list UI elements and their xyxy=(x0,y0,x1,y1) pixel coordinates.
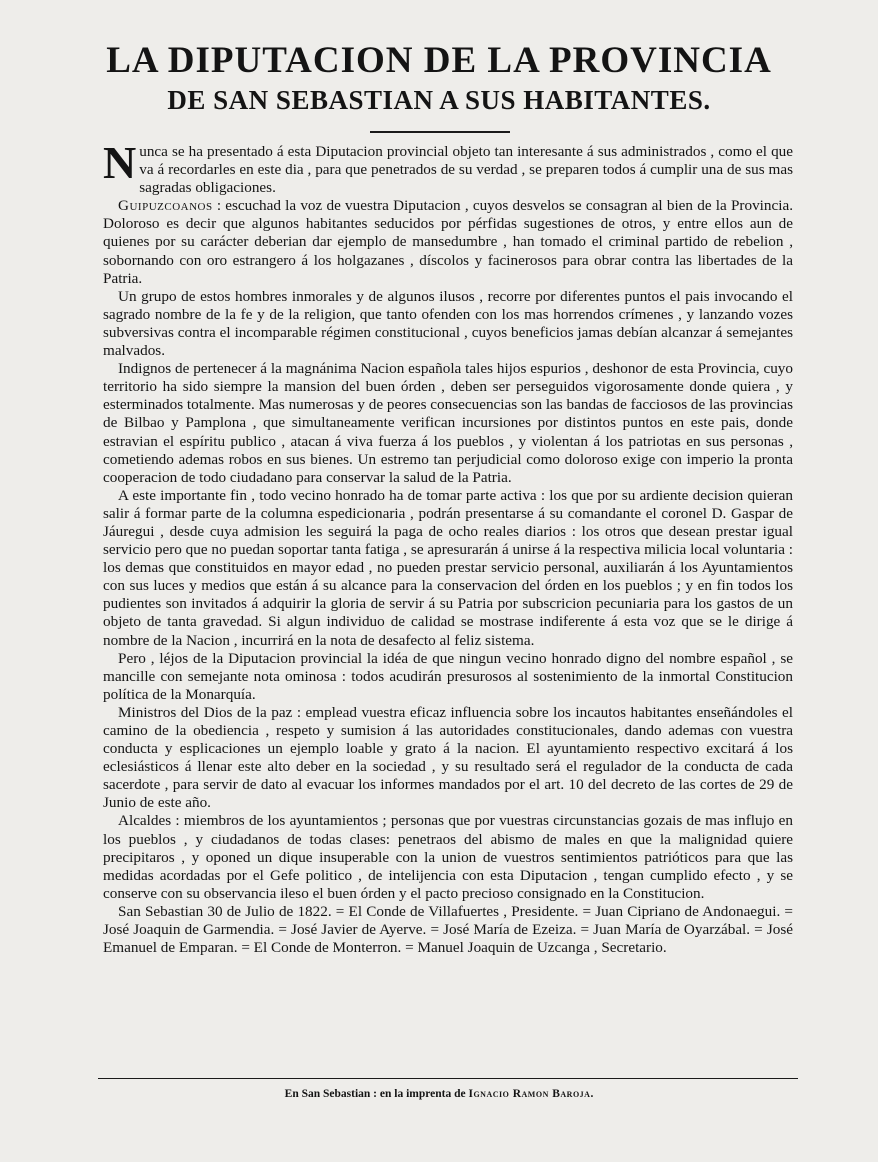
paragraph-1 xyxy=(103,137,793,197)
printer-imprint xyxy=(0,1088,878,1100)
paragraph-1-text: unca se ha presentado á esta Diputacion provincial objeto tan interesante á sus administrados , como el que va á recordarles en este dia , para que penetrados de su verdad , se preparen todos á cumplir una de sus mas sagradas obligaciones. xyxy=(139,143,793,197)
paragraph-8: Alcaldes : miembros de los ayuntamientos ; personas que por vuestras circunstancias gozais de mas influjo en los pueblos , y ciudadanos de todas clases: penetraos del abismo de males en que la malignidad quiere precipitaros , y oponed un dique insuperable con la union de vuestros sentimientos patrióticos para que las medidas acordadas por el Gefe politico , de intelijencia con esta Diputacion , tengan cumplido efecto , y se conserve con su observancia ileso el buen órden y el pacto precioso consignado en la Constitucion. xyxy=(103,812,793,902)
title-line-2: DE SAN SEBASTIAN A SUS HABITANTES. xyxy=(167,85,711,115)
paragraph-2-lead: Guipuzcoanos xyxy=(118,197,213,215)
paragraph-2-text: : escuchad la voz de vuestra Diputacion , cuyos desvelos se consagran al bien de la Provincia. Doloroso es decir que algunos habitantes seducidos por pérfidas sugestiones de otros, y entre ellos aun de quienes por su carácter deberian dar ejemplo de mansedumbre , han tomado el criminal partido de rebelion , sobornando con oro estrangero á los holgazanes , díscolos y facinerosos para obrar contra las libertades de la Patria. xyxy=(103,197,793,287)
proclamation-body xyxy=(103,137,793,957)
drop-cap: N xyxy=(103,137,137,188)
paragraph-5: A este importante fin , todo vecino honrado ha de tomar parte activa : los que por su ardiente decision quieran salir á formar parte de la columna espedicionaria , podrán presentarse á su comandante el coronel D. Gaspar de Jáuregui , desde cuya admision les seguirá la paga de ocho reales diarios : los otros que desean prestar igual servicio pero que no puedan soportar tanta fatiga , se apresurarán á unirse á la respectiva milicia local voluntaria : los demas que constituidos en mayor edad , no pueden prestar servicio personal, auxiliarán á los Ayuntamientos con sus luces y medios que están á su alcance para la conservacion del órden en los pueblos ; y en fin todos los pudientes son invitados á adquirir la gloria de servir á su Patria por subscricion pecuniaria para los gastos de un objeto de tanta gravedad. Si algun individuo de calidad se mostrase indiferente á esta voz que se le dirige á nombre de la Nacion , incurrirá en la nota de desafecto al feliz sistema. xyxy=(103,486,793,649)
title-divider xyxy=(370,131,510,133)
paragraph-7: Ministros del Dios de la paz : emplead vuestra eficaz influencia sobre los incautos habitantes enseñándoles el camino de la obediencia , respeto y sumision á las autoridades constitucionales, dando ademas con vuestra conducta y esplicaciones un ejemplo loable y grato á la nacion. El ayuntamiento respectivo excitará á los eclesiásticos á llenar este alto deber en la sociedad , y su resultado será el regulador de la conducta de cada sacerdote , para servir de dato al evacuar los informes mandados por el art. 10 del decreto de las cortes de 29 de Junio de este año. xyxy=(103,703,793,812)
footer-divider xyxy=(98,1078,798,1079)
paragraph-2 xyxy=(103,197,793,287)
paragraph-6: Pero , léjos de la Diputacion provincial la idéa de que ningun vecino honrado digno del nombre español , se mancille con semejante nota ominosa : todos acudirán presurosos al sostenimiento de la inmortal Constitucion política de la Monarquía. xyxy=(103,649,793,703)
imprint-prefix: En San Sebastian : en la imprenta de xyxy=(284,1088,469,1100)
paragraph-4: Indignos de pertenecer á la magnánima Nacion española tales hijos espurios , deshonor de esta Provincia, cuyo territorio ha sido siempre la mansion del buen órden , deben ser perseguidos vigorosamente donde quiera , y esterminados totalmente. Mas numerosas y de peores consecuencias son las bandas de facciosos de las provincias de Bilbao y Pamplona , que simultaneamente verifican incursiones por distintos puntos en este pais, donde estravian el espíritu publico , atacan á viva fuerza á los pueblos , y violentan á los patriotas en sus personas , cometiendo ademas robos en sus bienes. Un estremo tan perjudicial como doloroso exige con imperio la pronta cooperacion de todo ciudadano para conservar la salud de la Patria. xyxy=(103,360,793,486)
signatures-paragraph: San Sebastian 30 de Julio de 1822. = El Conde de Villafuertes , Presidente. = Juan Cipriano de Andonaegui. = José Joaquin de Garmendia. = José Javier de Ayerve. = José María de Ezeiza. = Juan María de Oyarzábal. = José Emanuel de Emparan. = El Conde de Monterron. = Manuel Joaquin de Uzcanga , Secretario. xyxy=(103,902,793,957)
imprint-printer: Ignacio Ramon Baroja xyxy=(468,1088,591,1100)
paragraph-3: Un grupo de estos hombres inmorales y de algunos ilusos , recorre por diferentes puntos el pais invocando el sagrado nombre de la fe y de la religion, que tanto ofenden con los mas horrendos crímenes , y lanzando vozes subversivas contra el incomparable régimen constitucional , cuyos beneficios jamas debían alcanzar á semejantes malvados. xyxy=(103,287,793,360)
title-line-1: LA DIPUTACION DE LA PROVINCIA xyxy=(106,40,772,81)
imprint-suffix: . xyxy=(590,1088,594,1100)
